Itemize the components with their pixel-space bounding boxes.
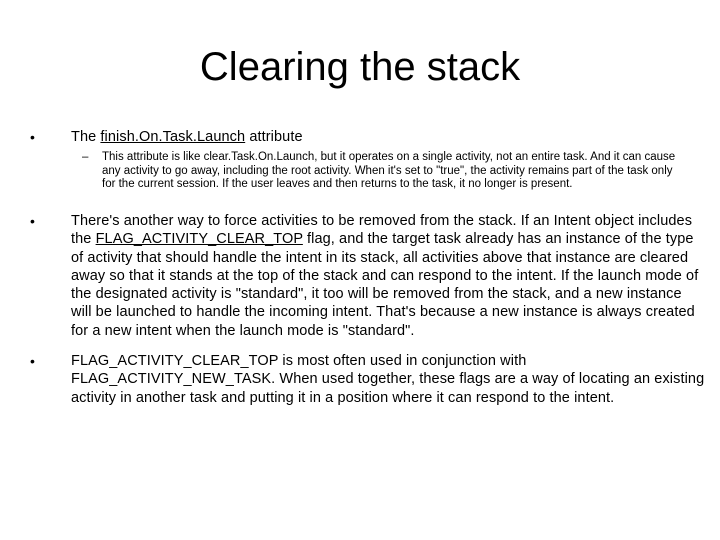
bullet-prefix: There's another way to force activities to be removed from the stack. If an Intent object includes the (71, 213, 693, 248)
bullet-marker: • (30, 129, 35, 145)
bullet-text (71, 128, 705, 146)
bullet-text: FLAG_ACTIVITY_CLEAR_TOP is most often used in conjunction with FLAG_ACTIVITY_NEW_TASK. When used together, these flags are a way of locating an existing activity in another task and putting it in a position where it can respond to the intent. (71, 353, 705, 406)
bullet-prefix: The (71, 129, 101, 145)
bullet-marker: • (30, 213, 35, 229)
sub-bullet-marker: – (82, 151, 89, 163)
bullet-text (71, 212, 705, 340)
sub-bullet-text: This attribute is like clear.Task.On.Launch, but it operates on a single activity, not an entire task. And it can cause any activity to go away, including the root activity. When it's set to "true", the activity remains part of the task only for the current session. If the user leaves and then returns to the task, it no longer is present. (102, 151, 676, 190)
bullet-suffix: flag, and the target task already has an instance of the type of activity that should handle the intent in its stack, all activities above that instance are cleared away so that it stands at the top of the stack and can respond to the intent. If the launch mode of the designated activity is "standard", it too will be removed from the stack, and a new instance will be launched to handle the incoming intent. That's because a new instance is always created for a new intent when the launch mode is "standard". (71, 231, 699, 339)
slide-title: Clearing the stack (199, 45, 521, 89)
bullet-marker: • (30, 353, 35, 369)
bullet-suffix: attribute (245, 129, 303, 145)
finish-on-task-launch-link[interactable]: finish.On.Task.Launch (100, 129, 246, 145)
flag-activity-clear-top-link[interactable]: FLAG_ACTIVITY_CLEAR_TOP (95, 231, 303, 248)
